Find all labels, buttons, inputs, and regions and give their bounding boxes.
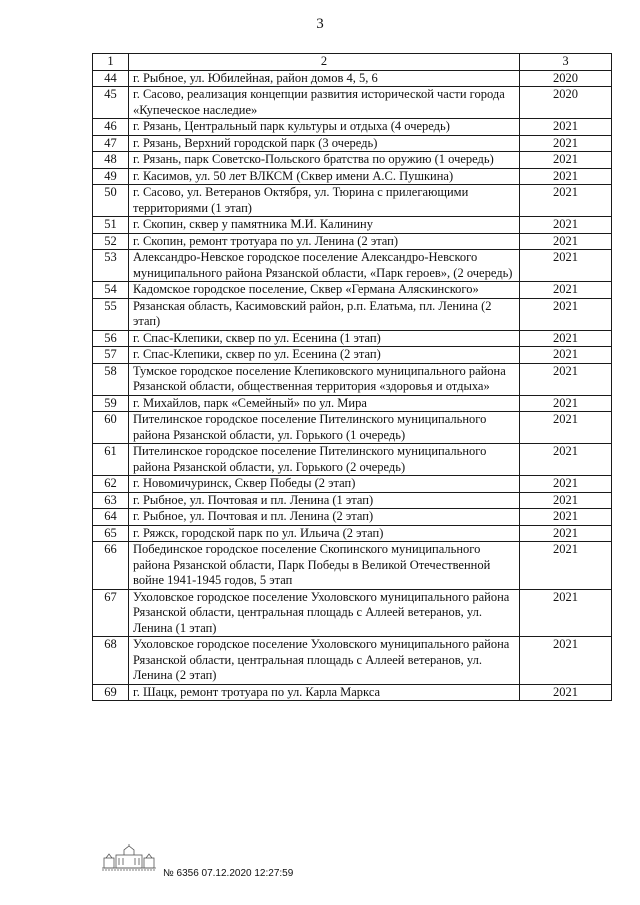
row-year: 2020 bbox=[520, 70, 612, 87]
row-number: 61 bbox=[93, 444, 129, 476]
row-description: Александро-Невское городское поселение Александро-Невского муниципального района Рязанской области, «Парк героев», (2 очередь) bbox=[129, 250, 520, 282]
row-number: 62 bbox=[93, 476, 129, 493]
registration-stamp: № 6356 07.12.2020 12:27:59 bbox=[163, 868, 294, 879]
row-year: 2021 bbox=[520, 589, 612, 637]
table-row bbox=[93, 476, 612, 493]
row-year: 2021 bbox=[520, 363, 612, 395]
row-year: 2021 bbox=[520, 444, 612, 476]
table-row bbox=[93, 589, 612, 637]
table-row bbox=[93, 509, 612, 526]
row-description: г. Сасово, ул. Ветеранов Октября, ул. Тюрина с прилегающими территориями (1 этап) bbox=[129, 185, 520, 217]
table-row bbox=[93, 185, 612, 217]
header-col-2: 2 bbox=[129, 54, 520, 71]
table-row bbox=[93, 70, 612, 87]
row-number: 64 bbox=[93, 509, 129, 526]
row-number: 55 bbox=[93, 298, 129, 330]
table-row bbox=[93, 492, 612, 509]
row-number: 60 bbox=[93, 412, 129, 444]
table-row bbox=[93, 542, 612, 590]
row-year: 2021 bbox=[520, 135, 612, 152]
table-row bbox=[93, 87, 612, 119]
row-number: 47 bbox=[93, 135, 129, 152]
row-description: г. Рыбное, ул. Юбилейная, район домов 4, 5, 6 bbox=[129, 70, 520, 87]
table-row bbox=[93, 282, 612, 299]
row-number: 48 bbox=[93, 152, 129, 169]
row-description: г. Рыбное, ул. Почтовая и пл. Ленина (2 этап) bbox=[129, 509, 520, 526]
row-description: Побединское городское поселение Скопинского муниципального района Рязанской области, Парк Победы в Великой Отечественной войне 1941-1945 годов, 5 этап bbox=[129, 542, 520, 590]
row-description: Кадомское городское поселение, Сквер «Германа Аляскинского» bbox=[129, 282, 520, 299]
row-number: 67 bbox=[93, 589, 129, 637]
row-number: 57 bbox=[93, 347, 129, 364]
table-row bbox=[93, 412, 612, 444]
row-number: 65 bbox=[93, 525, 129, 542]
table-row bbox=[93, 330, 612, 347]
table-row bbox=[93, 168, 612, 185]
row-number: 59 bbox=[93, 395, 129, 412]
row-description: г. Михайлов, парк «Семейный» по ул. Мира bbox=[129, 395, 520, 412]
row-year: 2021 bbox=[520, 542, 612, 590]
table-row bbox=[93, 119, 612, 136]
row-description: г. Сасово, реализация концепции развития исторической части города «Купеческое наследие» bbox=[129, 87, 520, 119]
table-row bbox=[93, 233, 612, 250]
row-year: 2021 bbox=[520, 637, 612, 685]
row-year: 2021 bbox=[520, 168, 612, 185]
row-year: 2021 bbox=[520, 347, 612, 364]
table-row bbox=[93, 250, 612, 282]
row-year: 2021 bbox=[520, 217, 612, 234]
row-year: 2021 bbox=[520, 525, 612, 542]
row-year: 2021 bbox=[520, 250, 612, 282]
row-number: 46 bbox=[93, 119, 129, 136]
table-row bbox=[93, 347, 612, 364]
row-year: 2021 bbox=[520, 395, 612, 412]
row-description: г. Рязань, парк Советско-Польского братства по оружию (1 очередь) bbox=[129, 152, 520, 169]
row-number: 44 bbox=[93, 70, 129, 87]
row-year: 2021 bbox=[520, 492, 612, 509]
row-year: 2021 bbox=[520, 509, 612, 526]
row-description: г. Скопин, сквер у памятника М.И. Калинину bbox=[129, 217, 520, 234]
row-description: г. Шацк, ремонт тротуара по ул. Карла Маркса bbox=[129, 684, 520, 701]
table-row bbox=[93, 637, 612, 685]
row-year: 2021 bbox=[520, 233, 612, 250]
row-number: 54 bbox=[93, 282, 129, 299]
table-row bbox=[93, 298, 612, 330]
row-year: 2021 bbox=[520, 330, 612, 347]
row-number: 56 bbox=[93, 330, 129, 347]
row-description: г. Рязань, Центральный парк культуры и отдыха (4 очередь) bbox=[129, 119, 520, 136]
row-description: г. Рязань, Верхний городской парк (3 очередь) bbox=[129, 135, 520, 152]
row-year: 2021 bbox=[520, 152, 612, 169]
row-number: 53 bbox=[93, 250, 129, 282]
row-year: 2021 bbox=[520, 476, 612, 493]
row-year: 2021 bbox=[520, 119, 612, 136]
row-description: г. Спас-Клепики, сквер по ул. Есенина (2 этап) bbox=[129, 347, 520, 364]
row-description: Ухоловское городское поселение Ухоловского муниципального района Рязанской области, центральная площадь с Аллеей ветеранов, ул. Ленина (1 этап) bbox=[129, 589, 520, 637]
row-description: Тумское городское поселение Клепиковского муниципального района Рязанской области, общественная территория «здоровья и отдыха» bbox=[129, 363, 520, 395]
row-year: 2021 bbox=[520, 684, 612, 701]
row-year: 2021 bbox=[520, 185, 612, 217]
table-row bbox=[93, 152, 612, 169]
table-row bbox=[93, 525, 612, 542]
row-description: Пителинское городское поселение Пителинского муниципального района Рязанской области, ул. Горького (2 очередь) bbox=[129, 444, 520, 476]
row-number: 45 bbox=[93, 87, 129, 119]
row-number: 63 bbox=[93, 492, 129, 509]
row-year: 2020 bbox=[520, 87, 612, 119]
row-number: 69 bbox=[93, 684, 129, 701]
row-description: Рязанская область, Касимовский район, р.п. Елатьма, пл. Ленина (2 этап) bbox=[129, 298, 520, 330]
row-description: Пителинское городское поселение Пителинского муниципального района Рязанской области, ул. Горького (1 очередь) bbox=[129, 412, 520, 444]
row-number: 51 bbox=[93, 217, 129, 234]
row-number: 52 bbox=[93, 233, 129, 250]
table-row bbox=[93, 444, 612, 476]
row-number: 49 bbox=[93, 168, 129, 185]
row-number: 58 bbox=[93, 363, 129, 395]
kremlin-logo-icon bbox=[100, 843, 158, 871]
row-year: 2021 bbox=[520, 412, 612, 444]
header-col-3: 3 bbox=[520, 54, 612, 71]
table-row bbox=[93, 217, 612, 234]
row-year: 2021 bbox=[520, 282, 612, 299]
row-number: 50 bbox=[93, 185, 129, 217]
row-year: 2021 bbox=[520, 298, 612, 330]
row-description: г. Новомичуринск, Сквер Победы (2 этап) bbox=[129, 476, 520, 493]
row-description: г. Касимов, ул. 50 лет ВЛКСМ (Сквер имени А.С. Пушкина) bbox=[129, 168, 520, 185]
page-number: 3 bbox=[316, 16, 324, 32]
table-row bbox=[93, 363, 612, 395]
row-description: г. Скопин, ремонт тротуара по ул. Ленина (2 этап) bbox=[129, 233, 520, 250]
territories-table bbox=[92, 53, 612, 701]
row-description: Ухоловское городское поселение Ухоловского муниципального района Рязанской области, центральная площадь с Аллеей ветеранов, ул. Ленина (2 этап) bbox=[129, 637, 520, 685]
table-row bbox=[93, 684, 612, 701]
row-number: 66 bbox=[93, 542, 129, 590]
row-description: г. Ряжск, городской парк по ул. Ильича (2 этап) bbox=[129, 525, 520, 542]
row-description: г. Рыбное, ул. Почтовая и пл. Ленина (1 этап) bbox=[129, 492, 520, 509]
table-row bbox=[93, 395, 612, 412]
row-description: г. Спас-Клепики, сквер по ул. Есенина (1 этап) bbox=[129, 330, 520, 347]
table-row bbox=[93, 135, 612, 152]
row-number: 68 bbox=[93, 637, 129, 685]
table-header-row bbox=[93, 54, 612, 71]
header-col-1: 1 bbox=[93, 54, 129, 71]
